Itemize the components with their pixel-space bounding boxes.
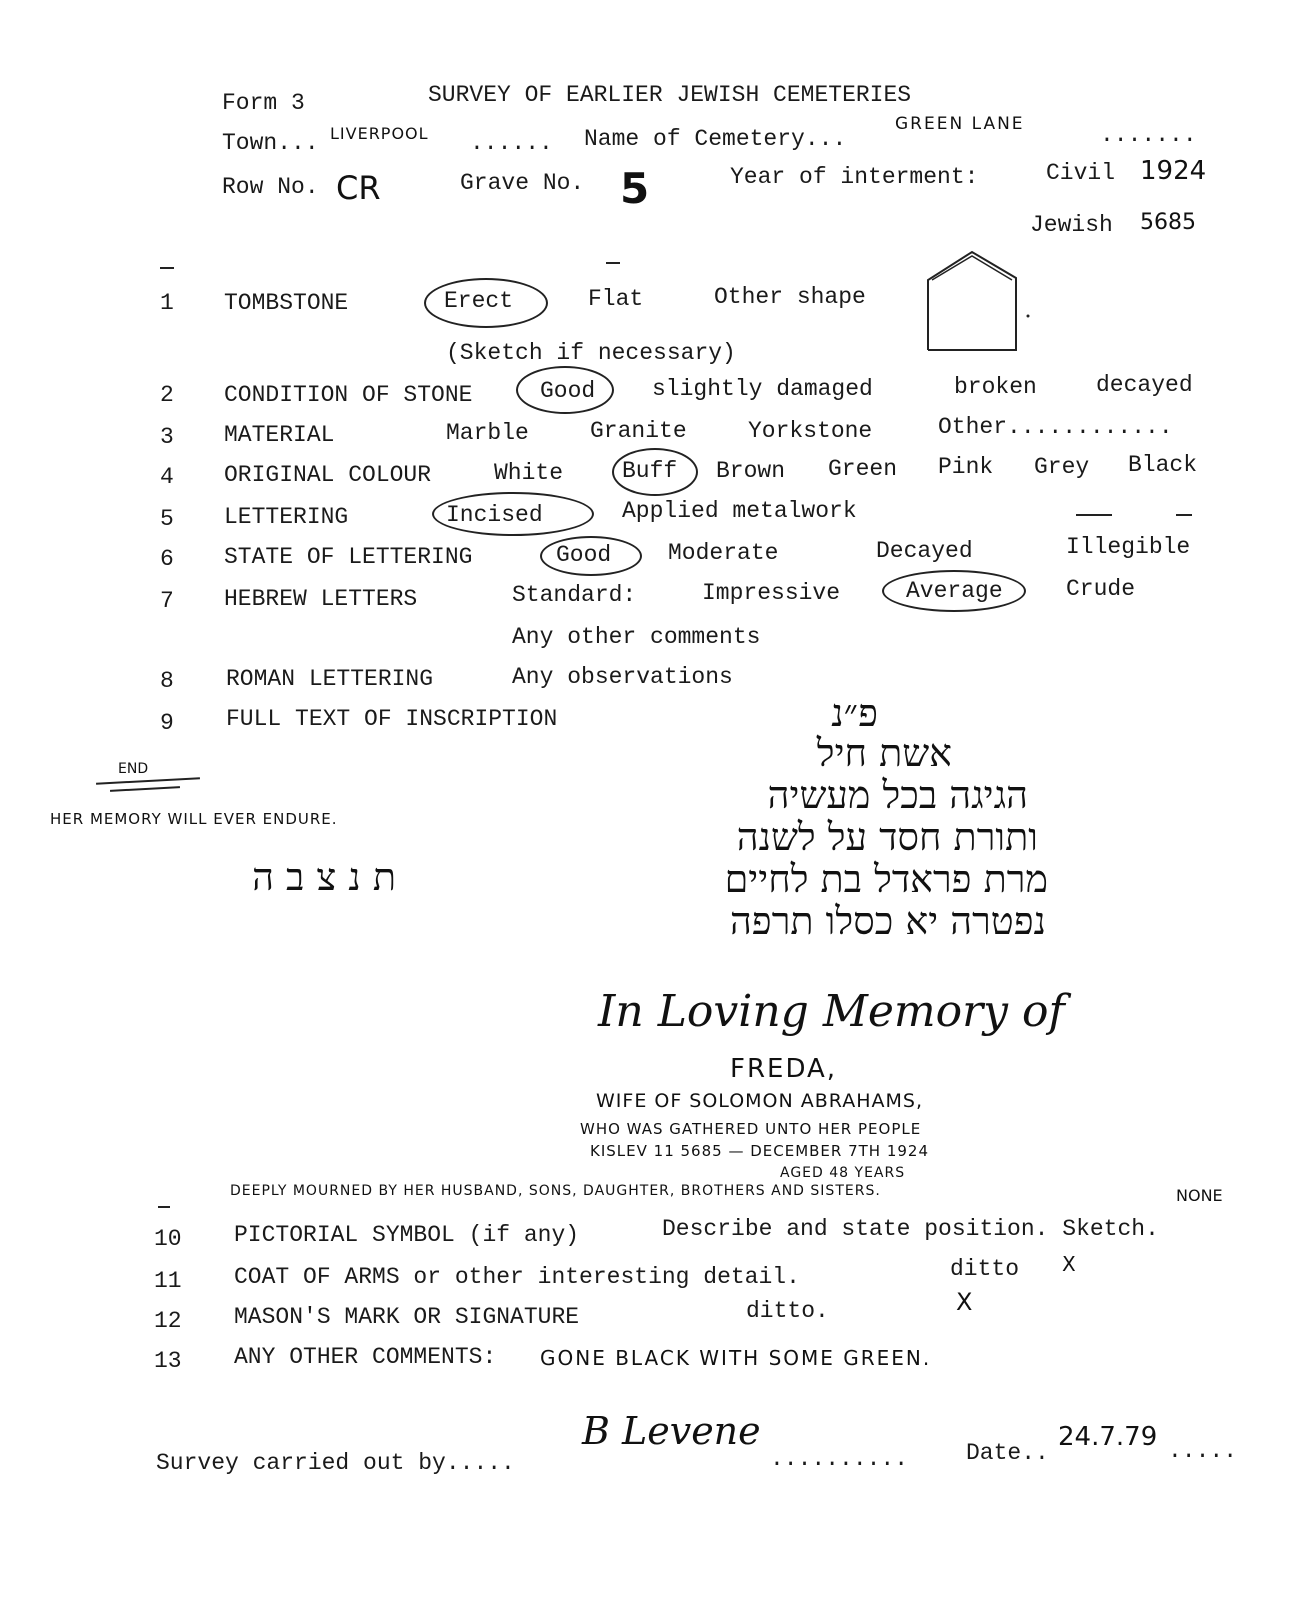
- hebrew-comments: Any other comments: [512, 624, 761, 650]
- inscription-roman-line: WIFE OF SOLOMON ABRAHAMS,: [596, 1090, 924, 1112]
- date-label: Date..: [966, 1440, 1049, 1466]
- item-number: 3: [160, 424, 174, 450]
- underline: [110, 786, 180, 792]
- mark-icon: X: [956, 1288, 973, 1316]
- inscription-roman-line: DEEPLY MOURNED BY HER HUSBAND, SONS, DAUGHTER, BROTHERS AND SISTERS.: [230, 1183, 881, 1199]
- underline: [96, 777, 200, 784]
- colour-white: White: [494, 460, 564, 486]
- surveyor-dots: ..........: [770, 1446, 909, 1472]
- inscription-roman-heading: In Loving Memory of: [598, 986, 1065, 1037]
- hebrew-crude: Crude: [1066, 576, 1136, 602]
- material-other: Other............: [938, 414, 1173, 440]
- item-number: 7: [160, 588, 174, 614]
- hebrew-label: HEBREW LETTERS: [224, 586, 418, 612]
- date-dots: .....: [1168, 1438, 1238, 1464]
- town-value: LIVERPOOL: [330, 124, 429, 143]
- item-number: 2: [160, 382, 174, 408]
- colour-label: ORIGINAL COLOUR: [224, 462, 432, 488]
- jewish-label: Jewish: [1030, 212, 1113, 238]
- cemetery-label: Name of Cemetery...: [584, 126, 847, 152]
- colour-pink: Pink: [938, 454, 994, 480]
- end-note: END: [118, 761, 149, 777]
- colour-grey: Grey: [1034, 454, 1090, 480]
- fulltext-label: FULL TEXT OF INSCRIPTION: [226, 706, 558, 732]
- lettering-label: LETTERING: [224, 504, 349, 530]
- colour-brown: Brown: [716, 458, 786, 484]
- state-good: Good: [556, 542, 612, 568]
- dash: [158, 1206, 170, 1208]
- pictorial-label: PICTORIAL SYMBOL (if any): [234, 1222, 580, 1248]
- condition-broken: broken: [954, 374, 1037, 400]
- item-number: 8: [160, 668, 174, 694]
- memory-note: HER MEMORY WILL EVER ENDURE.: [50, 810, 338, 828]
- comments-label: ANY OTHER COMMENTS:: [234, 1344, 497, 1370]
- jewish-value: 5685: [1140, 210, 1196, 235]
- grave-label: Grave No.: [460, 170, 585, 196]
- material-label: MATERIAL: [224, 422, 335, 448]
- condition-decayed: decayed: [1096, 372, 1193, 398]
- inscription-hebrew-line: אשת חיל: [816, 731, 952, 775]
- inscription-hebrew-line: מרת פראדל בת לחיים: [724, 857, 1048, 901]
- cemetery-dots: .......: [1100, 122, 1197, 148]
- inscription-roman-line: AGED 48 YEARS: [780, 1165, 906, 1181]
- inscription-hebrew-line: הגיגה בכל מעשיה: [767, 773, 1028, 817]
- comments-value: GONE BLACK WITH SOME GREEN.: [540, 1346, 932, 1370]
- item-number: 13: [154, 1348, 182, 1374]
- civil-label: Civil: [1046, 160, 1116, 186]
- dash: [1076, 514, 1112, 516]
- row-label: Row No.: [222, 174, 319, 200]
- condition-slight: slightly damaged: [652, 376, 873, 402]
- form-number: Form 3: [222, 90, 305, 116]
- condition-good: Good: [540, 378, 596, 404]
- inscription-roman-line: WHO WAS GATHERED UNTO HER PEOPLE: [580, 1120, 922, 1138]
- tombstone-label: TOMBSTONE: [224, 290, 349, 316]
- state-label: STATE OF LETTERING: [224, 544, 473, 570]
- item-number: 11: [154, 1268, 182, 1294]
- roman-label: ROMAN LETTERING: [226, 666, 434, 692]
- surveyor-label: Survey carried out by.....: [156, 1450, 515, 1476]
- inscription-roman-line: FREDA,: [730, 1054, 838, 1084]
- tombstone-other: Other shape: [714, 284, 866, 310]
- colour-buff: Buff: [622, 458, 678, 484]
- roman-observations: Any observations: [512, 664, 733, 690]
- colour-black: Black: [1128, 452, 1198, 478]
- coat-label: COAT OF ARMS or other interesting detail.: [234, 1264, 800, 1290]
- inscription-roman-line: KISLEV 11 5685 — DECEMBER 7TH 1924: [590, 1142, 930, 1160]
- item-number: 9: [160, 710, 174, 736]
- state-decayed: Decayed: [876, 538, 973, 564]
- inscription-hebrew-line: נפטרה יא כסלו תרפה: [729, 899, 1046, 943]
- pictorial-none: NONE: [1176, 1186, 1223, 1205]
- sketch-note: (Sketch if necessary): [446, 340, 736, 366]
- material-granite: Granite: [590, 418, 687, 444]
- grave-value: 5: [620, 164, 650, 213]
- item-number: 1: [160, 290, 174, 316]
- mason-label: MASON'S MARK OR SIGNATURE: [234, 1304, 580, 1330]
- tnzbh-abbreviation: ת נ צ ב ה: [252, 855, 396, 899]
- lettering-applied: Applied metalwork: [622, 498, 857, 524]
- state-illegible: Illegible: [1066, 534, 1191, 560]
- mason-ditto: ditto.: [746, 1298, 829, 1324]
- colour-green: Green: [828, 456, 898, 482]
- lettering-incised: Incised: [446, 502, 543, 528]
- dash: [1176, 514, 1192, 516]
- inscription-hebrew-line: פ״נ: [831, 691, 878, 735]
- form-title: SURVEY OF EARLIER JEWISH CEMETERIES: [428, 82, 912, 108]
- item-number: 12: [154, 1308, 182, 1334]
- civil-value: 1924: [1140, 156, 1207, 186]
- tombstone-erect: Erect: [444, 288, 514, 314]
- tombstone-sketch-icon: [920, 246, 1030, 358]
- cemetery-value: GREEN LANE: [895, 114, 1025, 134]
- item-number: 6: [160, 546, 174, 572]
- item-number: 10: [154, 1226, 182, 1252]
- hebrew-standard: Standard:: [512, 582, 637, 608]
- pictorial-description: Describe and state position. Sketch.: [662, 1216, 1159, 1242]
- state-moderate: Moderate: [668, 540, 779, 566]
- row-value: CR: [336, 169, 381, 207]
- inscription-hebrew-line: ותורת חסד על לשנה: [736, 815, 1038, 859]
- condition-label: CONDITION OF STONE: [224, 382, 473, 408]
- dash: [606, 262, 620, 264]
- date-value: 24.7.79: [1058, 1422, 1158, 1452]
- hebrew-impressive: Impressive: [702, 580, 841, 606]
- material-marble: Marble: [446, 420, 529, 446]
- town-dots: ......: [470, 130, 553, 156]
- item-number: 4: [160, 464, 174, 490]
- coat-ditto: ditto: [950, 1256, 1020, 1282]
- interment-label: Year of interment:: [730, 164, 979, 190]
- mark-icon: X: [1062, 1252, 1076, 1276]
- surveyor-signature: B Levene: [582, 1409, 761, 1453]
- hebrew-average: Average: [906, 578, 1003, 604]
- material-yorkstone: Yorkstone: [748, 418, 873, 444]
- dash: [160, 267, 174, 269]
- item-number: 5: [160, 506, 174, 532]
- tombstone-flat: Flat: [588, 286, 644, 312]
- town-label: Town...: [222, 130, 319, 156]
